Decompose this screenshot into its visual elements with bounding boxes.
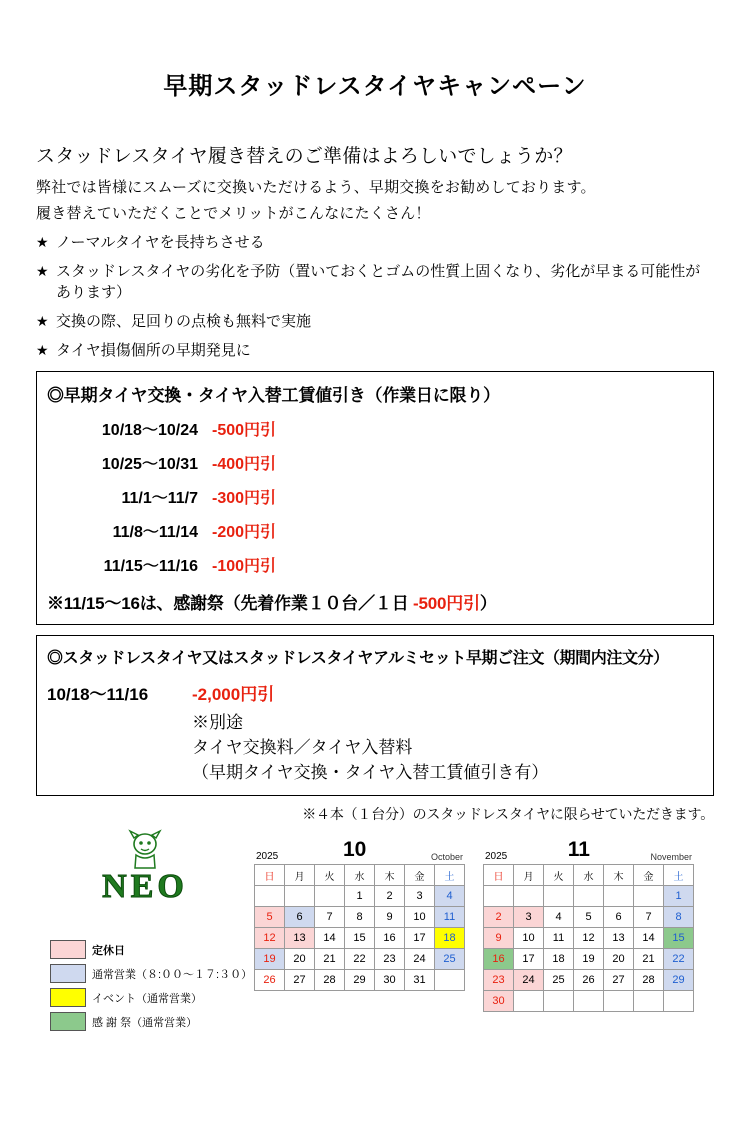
calendar-day-cell: 25 <box>435 949 465 970</box>
calendar-year: 2025 <box>485 851 508 863</box>
calendar-day-cell: 3 <box>514 907 544 928</box>
calendar-day-cell: 19 <box>255 949 285 970</box>
preorder-box-title: ◎スタッドレスタイヤ又はスタッドレスタイヤアルミセット早期ご注文（期間内注文分） <box>47 650 669 668</box>
period-label: 11/8〜11/14 <box>112 524 198 542</box>
calendar-cell-empty <box>604 886 634 907</box>
calendar-legend <box>50 940 254 1031</box>
calendar-cell-empty <box>435 970 465 991</box>
calendar-table <box>254 864 465 991</box>
calendar-day-cell: 3 <box>405 886 435 907</box>
calendar-body <box>484 886 694 1012</box>
list-item-label: ノーマルタイヤを長持ちさせる <box>56 234 265 251</box>
calendar-day-cell: 28 <box>634 970 664 991</box>
preorder-extra-line: （早期タイヤ交換・タイヤ入替工賃値引き有） <box>192 762 549 782</box>
calendar-day-cell: 8 <box>664 907 694 928</box>
table-row <box>47 417 703 440</box>
flyer-page <box>0 66 750 1127</box>
calendar-header <box>483 838 694 864</box>
legend-label: 通常営業（８:００〜１７:３０） <box>92 968 253 981</box>
calendar-cell-empty <box>634 991 664 1012</box>
calendar-dow: 水 <box>345 865 375 886</box>
preorder-box <box>36 635 714 796</box>
discount-box-title: ◎早期タイヤ交換・タイヤ入替工賃値引き（作業日に限り） <box>47 386 500 406</box>
calendar-day-cell: 6 <box>604 907 634 928</box>
calendar-dow: 土 <box>435 865 465 886</box>
calendar-day-cell: 2 <box>375 886 405 907</box>
star-icon: ★ <box>36 263 49 280</box>
list-item <box>36 312 714 332</box>
calendar-day-cell: 18 <box>544 949 574 970</box>
calendar-day-cell: 18 <box>435 928 465 949</box>
calendar-cell-empty <box>514 886 544 907</box>
bottom-section <box>36 838 714 1036</box>
calendar-day-cell: 25 <box>544 970 574 991</box>
calendar-day-cell: 17 <box>514 949 544 970</box>
disclaimer-text: ※４本（１台分）のスタッドレスタイヤに限らせていただきます。 <box>302 806 714 823</box>
calendar-dow: 日 <box>484 865 514 886</box>
calendar-day-cell: 23 <box>484 970 514 991</box>
calendar-day-cell: 13 <box>285 928 315 949</box>
calendar-day-cell: 10 <box>405 907 435 928</box>
calendar-dow-row <box>484 865 694 886</box>
thanksgiving-note <box>47 589 703 614</box>
calendar-cell-empty <box>544 991 574 1012</box>
legend-label: 定休日 <box>92 944 125 957</box>
calendar-day-cell: 1 <box>345 886 375 907</box>
calendar-dow: 月 <box>285 865 315 886</box>
calendar-month-name: November <box>650 852 692 863</box>
amount-label: -500円引 <box>212 422 277 440</box>
calendar-day-cell: 20 <box>285 949 315 970</box>
legend-item <box>50 964 254 983</box>
list-item <box>36 262 714 303</box>
calendar-week-row <box>484 991 694 1012</box>
merit-list <box>36 233 714 361</box>
calendar-day-cell: 1 <box>664 886 694 907</box>
calendar-year: 2025 <box>256 851 279 863</box>
calendar-cell-empty <box>315 886 345 907</box>
calendar-dow: 水 <box>574 865 604 886</box>
star-icon: ★ <box>36 312 49 329</box>
calendar-day-cell: 7 <box>315 907 345 928</box>
calendar-day-cell: 29 <box>345 970 375 991</box>
list-item <box>36 341 714 361</box>
list-item <box>36 233 714 253</box>
table-row <box>47 519 703 542</box>
amount-label: -300円引 <box>212 490 277 508</box>
star-icon: ★ <box>36 234 49 250</box>
calendar-dow: 木 <box>604 865 634 886</box>
calendar-dow: 月 <box>514 865 544 886</box>
calendar-cell-empty <box>514 991 544 1012</box>
calendar-day-cell: 26 <box>255 970 285 991</box>
calendar-day-cell: 23 <box>375 949 405 970</box>
calendar-dow: 木 <box>375 865 405 886</box>
calendar-cell-empty <box>484 886 514 907</box>
calendar-day-cell: 12 <box>255 928 285 949</box>
calendar-day-cell: 11 <box>435 907 465 928</box>
star-icon: ★ <box>36 342 49 358</box>
calendar-week-row <box>255 886 465 907</box>
calendar-day-cell: 4 <box>544 907 574 928</box>
discount-box <box>36 371 714 625</box>
calendar-dow: 金 <box>634 865 664 886</box>
period-label: 10/25〜10/31 <box>101 456 198 474</box>
period-label: 10/18〜11/16 <box>47 685 149 705</box>
calendar-cell-empty <box>664 991 694 1012</box>
lead-text: スタッドレスタイヤ履き替えのご準備はよろしいでしょうか？ <box>36 146 573 167</box>
calendar-cell-empty <box>574 886 604 907</box>
calendar-cell-empty <box>285 886 315 907</box>
calendar-day-cell: 4 <box>435 886 465 907</box>
amount-label: -200円引 <box>212 524 277 542</box>
legend-label: イベント（通常営業） <box>92 992 202 1005</box>
calendar-day-cell: 22 <box>345 949 375 970</box>
calendar-october <box>254 838 465 991</box>
calendar-dow: 土 <box>664 865 694 886</box>
calendar-week-row <box>484 970 694 991</box>
list-item-label: スタッドレスタイヤの劣化を予防（置いておくとゴムの性質上固くなり、劣化が早まる可能性があります） <box>56 263 701 301</box>
calendar-cell-empty <box>544 886 574 907</box>
table-row <box>47 553 703 576</box>
legend-item <box>50 940 254 959</box>
calendar-week-row <box>255 907 465 928</box>
calendar-dow-row <box>255 865 465 886</box>
calendar-month-number: 11 <box>567 838 590 862</box>
calendar-dow: 火 <box>315 865 345 886</box>
preorder-extra-line: タイヤ交換料／タイヤ入替料 <box>192 737 413 757</box>
calendar-cell-empty <box>255 886 285 907</box>
calendar-day-cell: 13 <box>604 928 634 949</box>
calendar-day-cell: 27 <box>604 970 634 991</box>
list-item-label: タイヤ損傷個所の早期発見に <box>56 342 251 359</box>
calendar-november <box>483 838 694 1012</box>
calendar-month-name: October <box>430 852 463 863</box>
calendar-cell-empty <box>574 991 604 1012</box>
logo <box>75 844 215 904</box>
calendar-dow: 火 <box>544 865 574 886</box>
calendar-day-cell: 17 <box>405 928 435 949</box>
table-row <box>47 680 703 705</box>
calendar-day-cell: 5 <box>574 907 604 928</box>
legend-label: 感 謝 祭（通常営業） <box>92 1016 198 1029</box>
calendar-day-cell: 27 <box>285 970 315 991</box>
calendar-day-cell: 21 <box>634 949 664 970</box>
calendar-body <box>255 886 465 991</box>
legend-swatch-holiday <box>50 940 86 959</box>
calendar-cell-empty <box>634 886 664 907</box>
list-item-label: 交換の際、足回りの点検も無料で実施 <box>56 312 312 330</box>
preorder-extra-line: ※別途 <box>192 713 243 733</box>
thanksgiving-note-pre: ※11/15〜16は、感謝祭（先着作業１０台／１日 <box>47 594 414 614</box>
calendar-day-cell: 24 <box>514 970 544 991</box>
calendar-day-cell: 28 <box>315 970 345 991</box>
calendar-week-row <box>255 970 465 991</box>
legend-swatch-thanksgiving <box>50 1012 86 1031</box>
period-label: 11/15〜11/16 <box>103 558 198 576</box>
legend-item <box>50 988 254 1007</box>
calendar-day-cell: 29 <box>664 970 694 991</box>
thanksgiving-note-amount: -500円引 <box>413 594 480 614</box>
calendar-dow: 金 <box>405 865 435 886</box>
calendar-day-cell: 16 <box>375 928 405 949</box>
calendar-day-cell: 24 <box>405 949 435 970</box>
calendar-day-cell: 9 <box>375 907 405 928</box>
logo-legend-column <box>36 838 254 1036</box>
calendar-week-row <box>484 949 694 970</box>
calendar-day-cell: 30 <box>375 970 405 991</box>
calendar-day-cell: 10 <box>514 928 544 949</box>
calendar-day-cell: 2 <box>484 907 514 928</box>
calendar-day-cell: 5 <box>255 907 285 928</box>
calendar-month-number: 10 <box>342 838 367 862</box>
calendar-day-cell: 11 <box>544 928 574 949</box>
legend-swatch-event <box>50 988 86 1007</box>
calendar-day-cell: 7 <box>634 907 664 928</box>
amount-label: -2,000円引 <box>192 685 275 705</box>
calendar-day-cell: 6 <box>285 907 315 928</box>
calendar-day-cell: 31 <box>405 970 435 991</box>
calendar-day-cell: 15 <box>664 928 694 949</box>
calendar-cell-empty <box>604 991 634 1012</box>
calendar-day-cell: 22 <box>664 949 694 970</box>
sub-text-2: 履き替えていただくことでメリットがこんなにたくさん！ <box>36 205 431 222</box>
calendar-week-row <box>484 907 694 928</box>
legend-swatch-normal <box>50 964 86 983</box>
period-label: 10/18〜10/24 <box>101 422 198 440</box>
preorder-extra <box>192 711 703 785</box>
calendar-week-row <box>255 949 465 970</box>
calendar-day-cell: 12 <box>574 928 604 949</box>
calendar-day-cell: 14 <box>315 928 345 949</box>
calendar-week-row <box>484 928 694 949</box>
page-title: 早期スタッドレスタイヤキャンペーン <box>163 73 587 100</box>
calendar-dow: 日 <box>255 865 285 886</box>
sub-text-1: 弊社では皆様にスムーズに交換いただけるよう、早期交換をお勧めしております。 <box>36 179 596 196</box>
table-row <box>47 485 703 508</box>
table-row <box>47 451 703 474</box>
calendar-week-row <box>255 928 465 949</box>
calendar-table <box>483 864 694 1012</box>
calendar-day-cell: 26 <box>574 970 604 991</box>
amount-label: -400円引 <box>212 456 277 474</box>
calendar-day-cell: 8 <box>345 907 375 928</box>
logo-text: NEO <box>102 868 188 906</box>
calendar-day-cell: 19 <box>574 949 604 970</box>
legend-item <box>50 1012 254 1031</box>
calendar-day-cell: 30 <box>484 991 514 1012</box>
calendar-day-cell: 21 <box>315 949 345 970</box>
calendar-day-cell: 20 <box>604 949 634 970</box>
calendar-day-cell: 15 <box>345 928 375 949</box>
calendar-day-cell: 9 <box>484 928 514 949</box>
amount-label: -100円引 <box>212 558 277 576</box>
calendar-day-cell: 14 <box>634 928 664 949</box>
calendar-day-cell: 16 <box>484 949 514 970</box>
calendar-week-row <box>484 886 694 907</box>
period-label: 11/1〜11/7 <box>121 490 198 508</box>
thanksgiving-note-post: ） <box>479 594 497 614</box>
calendar-header <box>254 838 465 864</box>
